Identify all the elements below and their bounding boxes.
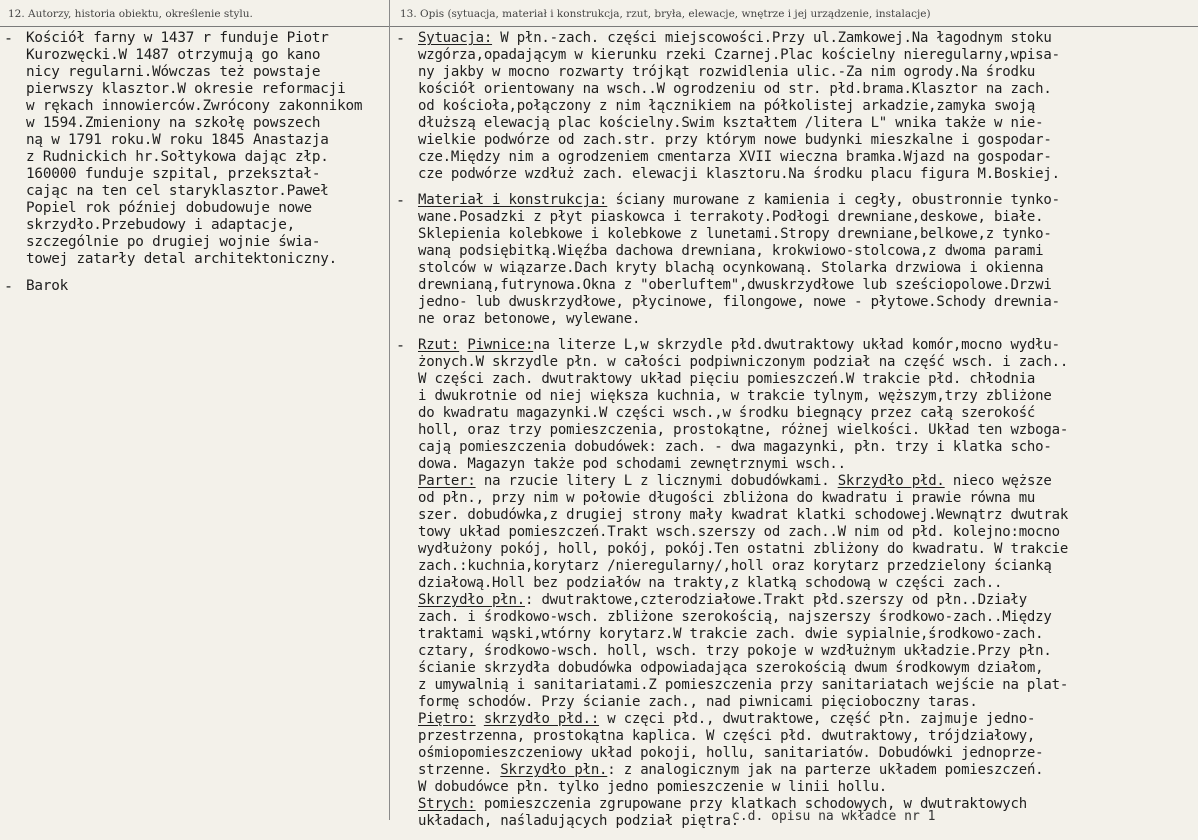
header-rule [0, 26, 1198, 27]
text-line: traktami wąski,wtórny korytarz.W trakcie zach. dwie sypialnie,środkowo-zach. [418, 626, 1044, 642]
entry-dash: - [4, 29, 14, 47]
text-line: od kościoła,połączony z nim łącznikiem na półkolistej arkadzie,zamyka swoją [418, 98, 1036, 114]
sytuacja-text [418, 47, 1196, 183]
strych-label: Strych: [418, 796, 476, 812]
entry-dash: - [396, 191, 406, 209]
text-line: w rękach innowierców.Zwrócony zakonnikom [26, 98, 363, 114]
text-line: ścianie skrzydła dobudówka odpowiadająca szerokością dwum środkowym działom, [418, 660, 1044, 676]
text-line: kościół orientowany na wsch..W ogrodzeniu od str. płd.brama.Klasztor na zach. [418, 81, 1052, 97]
text-line: i dwukrotnie od niej większa kuchnia, w trakcie tylnym, węższym,trzy zbliżone [418, 388, 1052, 404]
text-line: szer. dobudówka,z drugiej strony mały kwadrat klatki schodowej.Wewnątrz dwutrak [418, 507, 1069, 523]
text-line: zach.:kuchnia,korytarz /nieregularny/,holl oraz korytarz przedzielony ścianką [418, 558, 1052, 574]
text-line: nicy regularni.Wówczas też powstaje [26, 64, 321, 80]
style-entry [4, 278, 386, 295]
style-text: Barok [26, 278, 69, 294]
entry-dash: - [396, 336, 406, 354]
text-line: zach. i środkowo-wsch. zbliżone szerokością, najszerszy środkowo-zach..Między [418, 609, 1052, 625]
pietro-last-line: W dobudówce płn. tylko jedno pomieszczenie w linii hollu. [418, 779, 888, 795]
text-line: cze podwórze wzdłuż zach. elewacji klasztoru.Na środku placu figura M.Boskiej. [418, 166, 1060, 182]
text-line: holl, oraz trzy pomieszczenia, prostokątne, różnej wielkości. Układ ten wzboga- [418, 422, 1069, 438]
entry-dash: - [4, 277, 14, 295]
pln-first-line: Skrzydło płn.: dwutraktowe,czterodziałowe.Trakt płd.szerszy od płn..Działy [418, 592, 1027, 608]
piwnice-label: Piwnice: [467, 337, 534, 353]
pietro-north-line: strzenne. Skrzydło płn.: z analogicznym jak na parterze układem pomieszczeń. [418, 762, 1044, 778]
material-first-line: Materiał i konstrukcja: ściany murowane z kamienia i cegły, obustronnie tynko- [418, 192, 1060, 208]
text-line: Popiel rok później dobudowuje nowe [26, 200, 312, 216]
rzut-label: Rzut: [418, 337, 460, 353]
text-line: żonych.W skrzydle płn. w całości podpiwniczonym podział na część wsch. i zach.. [418, 354, 1069, 370]
text-line: Kościół farny w 1437 r funduje Piotr [26, 30, 329, 46]
text-line: cze.Między nim a ogrodzeniem cmentarza XVII wieczna bramka.Wjazd na gospodar- [418, 149, 1052, 165]
pietro-wing-label: skrzydło płd.: [483, 711, 600, 727]
material-label: Materiał i konstrukcja: [418, 192, 608, 208]
parter-wing-label: Skrzydło płd. [837, 473, 945, 489]
parter-first-line: Parter: na rzucie litery L z licznymi dobudówkami. Skrzydło płd. nieco węższe [418, 473, 1052, 489]
text-line: dłuższą elewacją plac kościelny.Swim kształtem /litera L" wnika także w nie- [418, 115, 1044, 131]
column-divider [389, 0, 390, 820]
strych-last-line: układach, naśladujących podział piętra. [418, 813, 739, 829]
rzut-entry [396, 337, 1196, 830]
material-entry [396, 192, 1196, 328]
text-line: ośmiopomieszczeniowy układ pokoji, hollu, sanitariatów. Dobudówki jednoprze- [418, 745, 1044, 761]
text-line: 160000 funduje szpital, przekształ- [26, 166, 321, 182]
right-column-header: 13. Opis (sytuacja, materiał i konstrukcja, rzut, bryła, elewacje, wnętrze i jej urządzenie, instalacje) [400, 8, 931, 20]
pietro-label: Piętro: [418, 711, 476, 727]
text-line: wielkie podwórze od zach.str. przy którym nowe budynki mieszkalne i gospodar- [418, 132, 1052, 148]
text-line: cztary, środkowo-wsch. holl, wsch. trzy pokoje w wzdłużnym układzie.Przy płn. [418, 643, 1052, 659]
text-line: formę schodów. Przy ścianie zach., nad piwnicami pięcioboczny taras. [418, 694, 978, 710]
material-text [418, 209, 1196, 328]
pietro-first-line: Piętro: skrzydło płd.: w częci płd., dwutraktowe, część płn. zajmuje jedno- [418, 711, 1036, 727]
text-line: w 1594.Zmieniony na szkołę powszech [26, 115, 321, 131]
sytuacja-first-line: Sytuacja: W płn.-zach. części miejscowości.Przy ul.Zamkowej.Na łagodnym stoku [418, 30, 1052, 46]
text-line: z Rudnickich hr.Sołtykowa dając złp. [26, 149, 329, 165]
text-line: działową.Holl bez podziałów na trakty,z klatką schodową w części zach.. [418, 575, 1003, 591]
text-line: jedno- lub dwuskrzydłowe, płycinowe, filongowe, nowe - płytowe.Schody drewnia- [418, 294, 1060, 310]
right-column [396, 30, 1196, 840]
left-column [4, 30, 386, 305]
strych-first-line: Strych: pomieszczenia zgrupowane przy klatkach schodowych, w dwutraktowych [418, 796, 1027, 812]
text-line: ny jakby w mocno rozwarty trójkąt rozwidlenia ulic.-Za nim ogrody.Na środku [418, 64, 1036, 80]
text-line: towy układ pomieszczeń.Trakt wsch.szerszy od zach..W nim od płd. kolejno:mocno [418, 524, 1060, 540]
text-line: dowa. Magazyn także pod schodami zewnętrznymi wsch.. [418, 456, 846, 472]
text-line: cają pomieszczenia dobudówek: zach. - dwa magazynki, płn. trzy i klatka scho- [418, 439, 1052, 455]
history-entry [4, 30, 386, 268]
text-line: pierwszy klasztor.W okresie reformacji [26, 81, 346, 97]
continuation-note: c.d. opisu na wkładce nr 1 [732, 809, 936, 824]
text-line: cając na ten cel staryklasztor.Paweł [26, 183, 329, 199]
parter-label: Parter: [418, 473, 476, 489]
parter-text [418, 490, 1196, 592]
text-line: przestrzenna, prostokątna kaplica. W części płd. dwutraktowy, trójdziałowy, [418, 728, 1036, 744]
text-line: ne oraz betonowe, wylewane. [418, 311, 641, 327]
text-line: drewnianą,futrynowa.Okna z "oberluftem",dwuskrzydłowe lub sześciopolowe.Drzwi [418, 277, 1052, 293]
text-line: od płn., przy nim w połowie długości zbliżona do kwadratu i prawie równa mu [418, 490, 1036, 506]
history-text [26, 30, 386, 268]
pietro-north-wing-label: Skrzydło płn. [500, 762, 608, 778]
piwnice-text [418, 354, 1196, 473]
text-line: z umywalnią i sanitariatami.Z pomieszczenia przy sanitariatach wejście na plat- [418, 677, 1069, 693]
sytuacja-label: Sytuacja: [418, 30, 493, 46]
text-line: Kurozwęcki.W 1487 otrzymują go kano [26, 47, 321, 63]
text-line: waną podsiębitką.Więźba dachowa drewniana, krokwiowo-stolcowa,z dwoma parami [418, 243, 1044, 259]
sytuacja-entry [396, 30, 1196, 183]
left-column-header: 12. Autorzy, historia obiektu, określenie stylu. [8, 8, 253, 20]
text-line: wydłużony pokój, holl, pokój, pokój.Ten ostatni zbliżony do kwadratu. W trakcie [418, 541, 1069, 557]
entry-dash: - [396, 29, 406, 47]
text-line: W części zach. dwutraktowy układ pięciu pomieszczeń.W trakcie płd. chłodnia [418, 371, 1036, 387]
north-wing-text [418, 609, 1196, 711]
text-line: ną w 1791 roku.W roku 1845 Anastazja [26, 132, 329, 148]
text-line: wzgórza,opadającym w kierunku rzeki Czarnej.Plac kościelny nieregularny,wpisa- [418, 47, 1060, 63]
pietro-text [418, 728, 1196, 762]
text-line: do kwadratu magazynki.W części wsch.,w środku biegnący przez całą szerokość [418, 405, 1036, 421]
text-line: stolców w wiązarze.Dach kryty blachą ocynkowaną. Stolarka drzwiowa i okienna [418, 260, 1044, 276]
piwnice-first-line: Rzut: Piwnice:na literze L,w skrzydle płd.dwutraktowy układ komór,mocno wydłu- [418, 337, 1060, 353]
text-line: Sklepienia kolebkowe i kolebkowe z lunetami.Stropy drewniane,belkowe,z tynko- [418, 226, 1052, 242]
north-wing-label: Skrzydło płn. [418, 592, 525, 608]
text-line: skrzydło.Przebudowy i adaptacje, [26, 217, 296, 233]
text-line: wane.Posadzki z płyt piaskowca i terrakoty.Podłogi drewniane,deskowe, białe. [418, 209, 1044, 225]
text-line: szczególnie po drugiej wojnie świa- [26, 234, 321, 250]
text-line: towej zatarły detal architektoniczny. [26, 251, 338, 267]
